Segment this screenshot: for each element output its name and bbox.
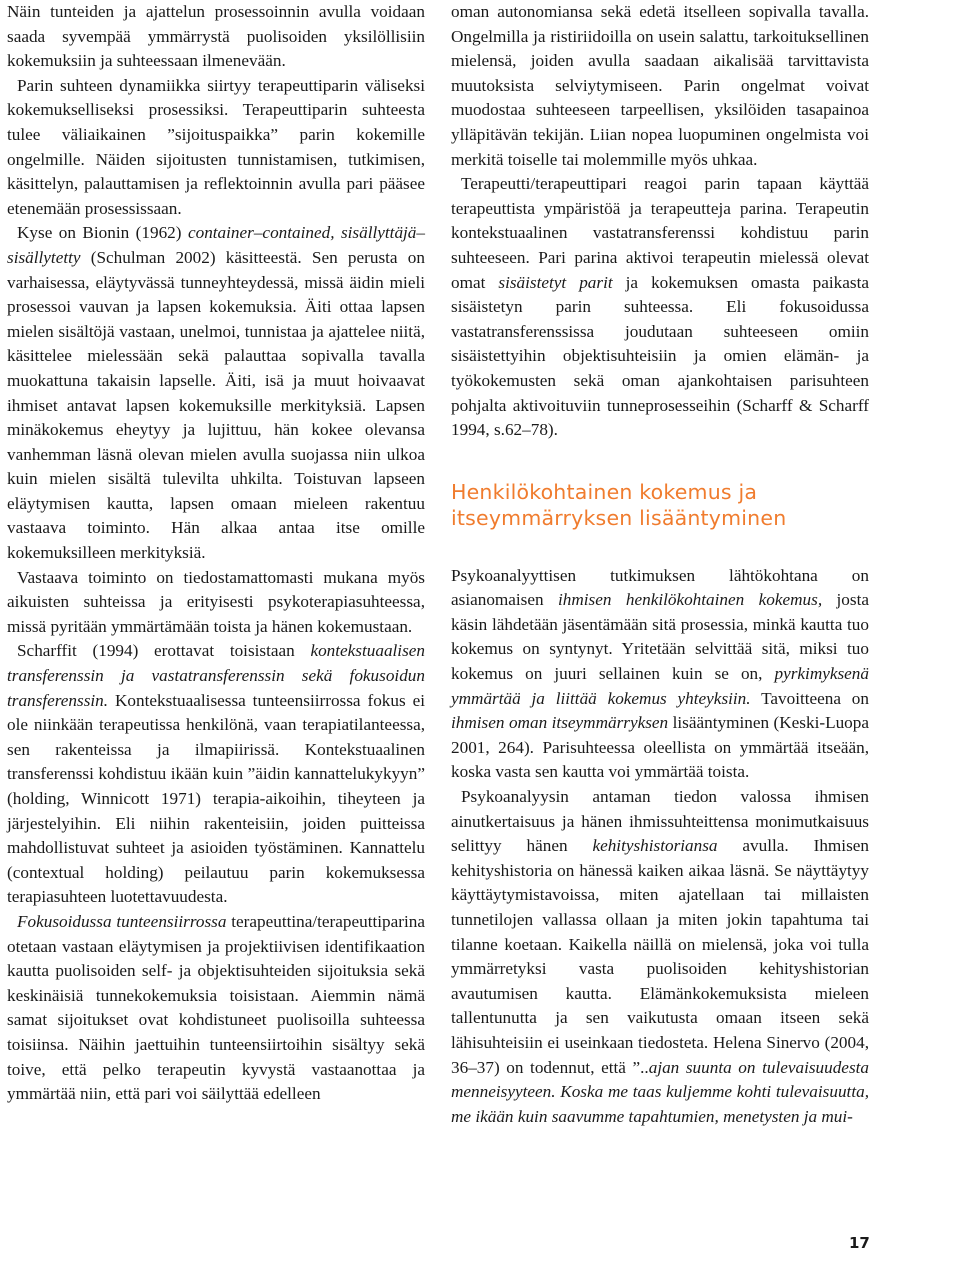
italic-term: kehityshistoriansa	[592, 836, 718, 856]
text-run: Psykoanalyysin antaman tiedon valossa ihmisen ainutkertaisuus ja hänen ihmissuhteittensa monimutkaisuus selittyy hänen	[451, 787, 869, 856]
paragraph	[7, 221, 425, 565]
text-run: lisääntyminen (Keski-Luopa 2001, 264). Parisuhteessa oleellista on ymmärtää itseään, koska vasta sen kautta voi ymmärtää toista.	[451, 713, 869, 782]
text-run: Scharffit (1994) erottavat toisistaan	[17, 641, 311, 661]
text-run: Kontekstuaalisessa tunteensiirrossa fokus ei ole niinkään terapeutissa henkilönä, vaan terapiatilanteessa, sen rakenteissa ja ilmapiirissä. Kontekstuaalinen transferenssi kohdistuu ikään kuin ”äidin kannattelukykyyn” (holding, Winnicott 1971) terapia-aikoihin, tiheyteen ja järjestelyihin. Eli niihin rakenteisiin, joiden puitteissa mahdollistuvat suhteet ja asioiden työstäminen. Kannattelu (contextual holding) peilautuu parin kokemuksessa terapiasuhteen luotettavuudesta.	[7, 690, 425, 907]
section-heading-line: itseymmärryksen lisääntyminen	[451, 505, 787, 530]
text-run: (Schulman 2002) käsitteestä. Sen perusta on varhaisessa, eläytyvässä tunneyhteydessä, missä äidin mieli prosessoi vauvan ja lapsen kokemuksia. Äiti ottaa lapsen mielen sisältöjä vastaan, unelmoi, tunnistaa ja ajattelee niitä, käsittelee mielessään sekä palauttaa sopivalla tavalla muokattuna takaisin lapselle. Äiti, isä ja muut hoivaavat ihmiset antavat lapsen kokemuksille merkityksiä. Lapsen minäkokemus eheytyy ja lujittuu, hän kokee olevansa vanhemman läsnä olevan mielen avulla suojassa niin ulkoa kuin mielen sisältä tulevilta uhkilta. Toistuvan lapseen eläytymisen kautta, lapsen omaan mieleen rakentuu vastaava toiminto. Hän alkaa antaa itse omille kokemuksilleen merkityksiä.	[7, 247, 425, 563]
text-run: Terapeutti/terapeuttipari reagoi parin tapaan käyttää terapeuttista ympäristöä ja terapeutteja parina. Terapeutin kontekstuaalinen vastatransferenssi kohdistuu parin suhteeseen. Pari parina aktivoi terapeutin mielessä olevat omat	[451, 174, 869, 292]
italic-term: pyrkimyksenä ymmärtää ja liittää kokemus yhteyksiin.	[451, 664, 869, 708]
text-run: terapeuttina/terapeuttiparina otetaan vastaan eläytymisen ja projektiivisen identifikaation kautta puolisoiden self- ja objektisuhteiden sijoituksia sekä keskinäisiä tunnekokemuksia toisistaan. Aiemmin nämä samat sijoitukset ovat kohdistuneet puolisoilla suhteessa toisiinsa. Näihin jaettuihin tunteensiirtoihin sisältyy sekä toive, että pelko terapeutin kyvystä vastaanottaa ja ymmärtää niin, että pari voi säilyttää edelleen	[7, 911, 425, 1104]
paragraph	[451, 564, 869, 785]
text-run: Kyse on Bionin (1962)	[17, 223, 188, 243]
paragraph: Parin suhteen dynamiikka siirtyy terapeuttiparin väliseksi kokemukselliseksi prosessiksi. Terapeuttiparin suhteesta tulee väliaikainen ”sijoituspaikka” parin kokemille ongelmille. Näiden sijoitusten tunnistamisen, tutkimisen, käsittelyn, palauttamisen ja reflektoinnin avulla pari pääsee etenemään prosessissaan.	[7, 75, 425, 218]
italic-term: kontekstuaalisen transferenssin ja vastatransferenssin sekä fokusoidun transferenssin.	[7, 641, 425, 710]
paragraph	[7, 910, 425, 1107]
paragraph: Vastaava toiminto on tiedostamattomasti mukana myös aikuisten suhteissa ja erityisesti psykoterapiasuhteessa, missä pyritään ymmärtämään toista ja hänen kokemustaan.	[7, 567, 425, 636]
paragraph	[7, 639, 425, 910]
section-heading-line: Henkilökohtainen kokemus ja	[451, 479, 758, 504]
right-column	[451, 0, 869, 1129]
text-run: ja kokemuksen omasta paikasta sisäistetyn parin suhteessa. Eli fokusoidussa vastatransferenssissa joudutaan suhteeseen omiin sisäistettyihin objektisuhteisiin ja omien elämän- ja työkokemusten sekä oman ajankohtaisen parisuhteen pohjalta aktivoituviin tunneprosesseihin (Scharff & Scharff 1994, s.62–78).	[451, 272, 869, 440]
paragraph	[451, 785, 869, 1129]
page-number: 17	[849, 1234, 870, 1252]
text-run: avulla. Ihmisen kehityshistoria on hänessä kaiken aikaa läsnä. Se näyttäytyy käyttäytymistavoissa, miten ajatellaan tai millaisten tunnetilojen vallassa ollaan ja miten jokin tapahtuma tai tilanne koetaan. Kaikella näillä on mielensä, joka voi tulla ymmärretyksi vasta puolisoiden kehityshistorian avautumisen kautta. Elämänkokemuksista mieleen tallentunutta ja sen vaikutusta omaan itseen sekä lähisuhteisiin ei useinkaan tiedosteta. Helena Sinervo (2004, 36–37) on todennut, että ”..	[451, 836, 869, 1077]
italic-term: Fokusoidussa tunteensiirrossa	[17, 911, 227, 931]
section-heading	[451, 479, 869, 531]
italic-term: container–contained, sisällyttäjä–sisällytetty	[7, 223, 425, 267]
paragraph	[451, 172, 869, 443]
text-run: josta käsin lähdetään jäsentämään sitä prosessia, minkä kautta tuo kokemus on syntynyt. Yritetään selvittää sitä, miksi tuo kokemus on juuri sellainen kuin se on,	[451, 590, 869, 684]
paragraph: oman autonomiansa sekä edetä itselleen sopivalla tavalla. Ongelmilla ja ristiriidoilla on usein salattu, tarkoituksellinen mielensä, joiden avulla saadaan aikalisää tarvittavista muutoksista selviytymiseen. Parin ongelmat voivat muodostaa suhteeseen tarpeellisen, yksilöiden tasapainoa ylläpitävän tekijän. Liian nopea luopuminen ongelmista voi merkitä toiselle tai molemmille myös uhkaa.	[451, 2, 869, 169]
italic-term: ihmisen oman itseymmärryksen	[451, 713, 669, 733]
italic-quote: ajan suunta on tulevaisuudesta menneisyyteen. Koska me taas kuljemme kohti tulevaisuutta, me ikään kuin saavumme tapahtumien, menetysten ja mui-	[451, 1057, 869, 1126]
italic-term: ihmisen henkilökohtainen kokemus,	[558, 590, 823, 610]
left-column	[7, 0, 425, 1107]
italic-term: sisäistetyt parit	[498, 272, 613, 292]
text-run: Psykoanalyyttisen tutkimuksen lähtökohtana on asianomaisen	[451, 565, 869, 610]
paragraph: Näin tunteiden ja ajattelun prosessoinnin avulla voidaan saada syvempää ymmärrystä puolisoiden yksilöllisiin kokemuksiin ja suhteessaan ilmenevään.	[7, 2, 425, 71]
text-run: Tavoitteena on	[750, 688, 869, 708]
